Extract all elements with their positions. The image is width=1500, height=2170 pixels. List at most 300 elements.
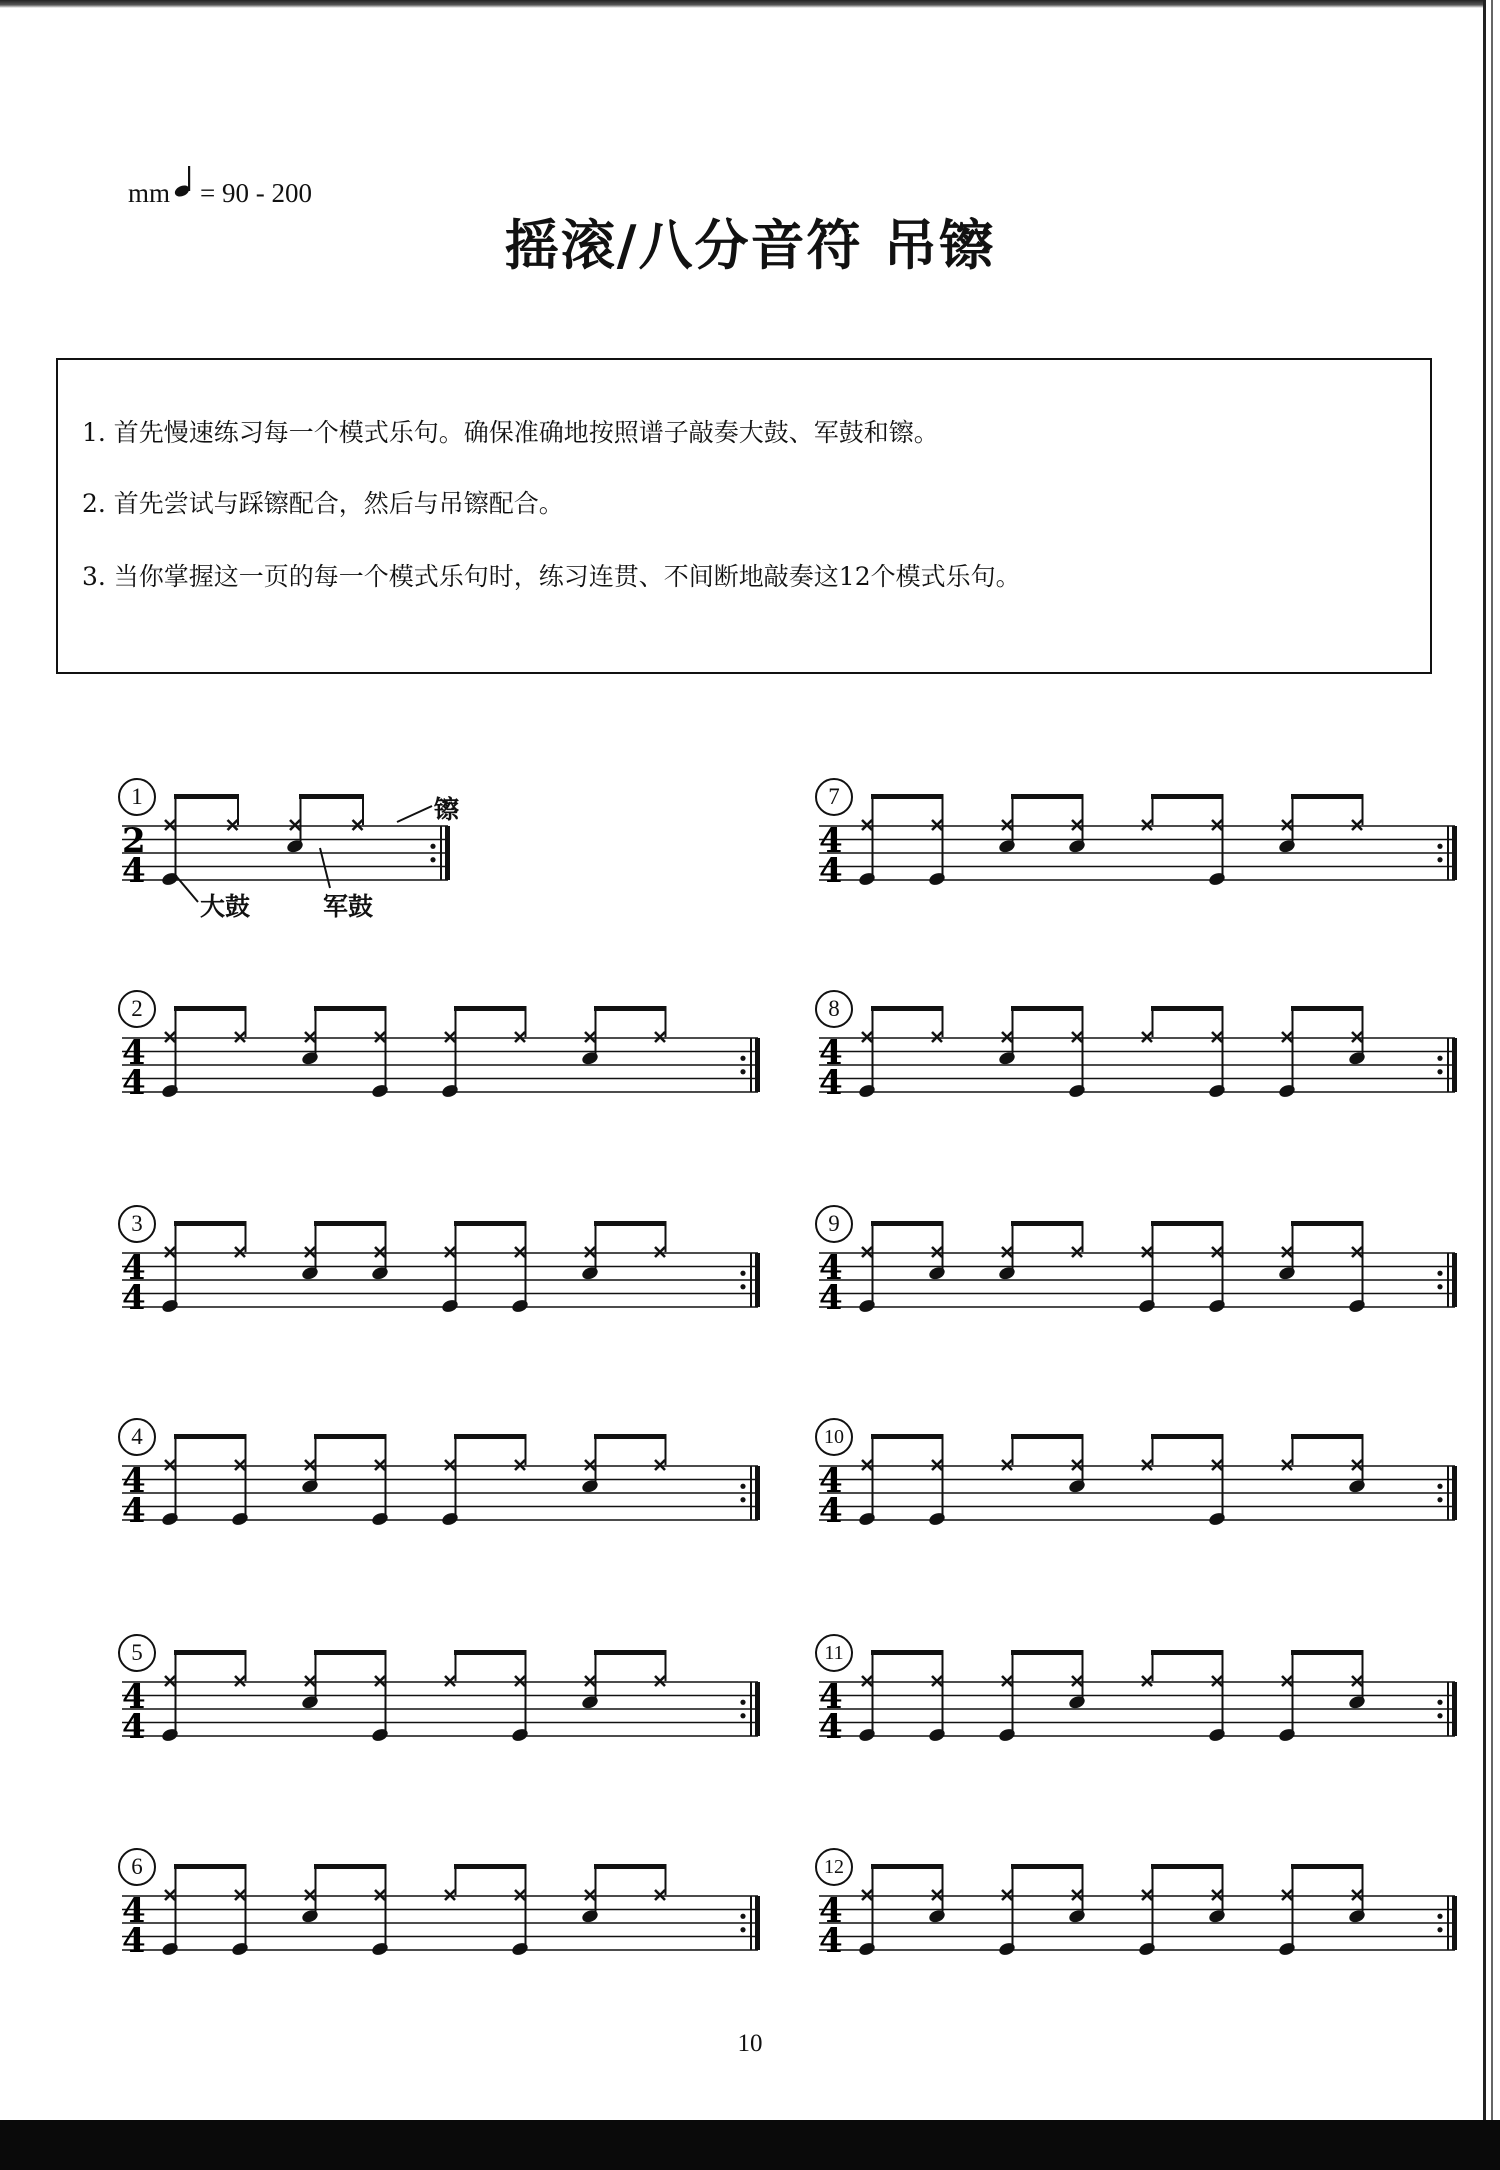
beam [1011, 1434, 1082, 1439]
drum-staff [815, 990, 1485, 1140]
time-signature-top: 4 [122, 1248, 146, 1288]
time-signature-bottom: 4 [122, 1707, 146, 1747]
cymbal-note [932, 1247, 942, 1257]
cymbal-note [585, 1032, 595, 1042]
cymbal-note [1282, 1460, 1292, 1470]
bass-drum-note [1208, 1083, 1227, 1099]
bass-drum-note [441, 1298, 460, 1314]
bass-drum-note [371, 1083, 390, 1099]
drum-pattern-8 [815, 990, 1485, 1140]
repeat-dot [1437, 844, 1442, 849]
beam [174, 1864, 245, 1869]
cymbal-note [862, 820, 872, 830]
repeat-dot [1437, 1284, 1442, 1289]
bass-drum-note [1348, 1298, 1367, 1314]
cymbal-note [1212, 820, 1222, 830]
bass-drum-note [161, 1941, 180, 1957]
bass-drum-note [511, 1298, 530, 1314]
cymbal-note [445, 1890, 455, 1900]
time-signature-top: 4 [819, 821, 843, 861]
drum-pattern-10 [815, 1418, 1485, 1568]
snare-note [301, 1908, 320, 1924]
pattern-number: 1 [118, 778, 156, 816]
snare-note [1348, 1908, 1367, 1924]
cymbal-note [862, 1676, 872, 1686]
pattern-number: 6 [118, 1848, 156, 1886]
snare-note [1068, 838, 1087, 854]
barline-thick [1452, 1038, 1457, 1092]
cymbal-note [1352, 1890, 1362, 1900]
time-signature-bottom: 4 [819, 1491, 843, 1531]
snare-note [998, 838, 1017, 854]
bass-drum-note [371, 1727, 390, 1743]
snare-note [286, 838, 305, 854]
cymbal-note [165, 1460, 175, 1470]
time-signature-bottom: 4 [122, 851, 146, 891]
cymbal-note [228, 820, 238, 830]
bass-drum-note [858, 1083, 877, 1099]
drum-pattern-1 [118, 778, 478, 928]
time-signature-top: 4 [819, 1677, 843, 1717]
snare-note [1348, 1694, 1367, 1710]
beam [1151, 794, 1222, 799]
snare-note [928, 1265, 947, 1281]
cymbal-note [1282, 1890, 1292, 1900]
cymbal-note [235, 1460, 245, 1470]
snare-note [1348, 1050, 1367, 1066]
cymbal-note [1282, 1032, 1292, 1042]
beam [594, 1650, 665, 1655]
time-signature-bottom: 4 [122, 1491, 146, 1531]
cymbal-note [305, 1247, 315, 1257]
beam [314, 1221, 385, 1226]
cymbal-note [862, 1247, 872, 1257]
time-signature-top: 4 [122, 1677, 146, 1717]
repeat-dot [1437, 1069, 1442, 1074]
beam [1151, 1006, 1222, 1011]
beam [1291, 1434, 1362, 1439]
beam [871, 1434, 942, 1439]
cymbal-note [1072, 1676, 1082, 1686]
repeat-dot [1437, 1700, 1442, 1705]
snare-note [998, 1265, 1017, 1281]
beam [1291, 1650, 1362, 1655]
bass-drum-note [511, 1941, 530, 1957]
time-signature-top: 4 [819, 1033, 843, 1073]
beam [174, 1006, 245, 1011]
cymbal-note [1002, 1890, 1012, 1900]
bass-drum-note [928, 871, 947, 887]
snare-note [301, 1694, 320, 1710]
drum-staff [815, 1634, 1485, 1784]
cymbal-note [235, 1890, 245, 1900]
cymbal-note [1142, 1890, 1152, 1900]
drum-staff [815, 778, 1485, 928]
repeat-dot [740, 1484, 745, 1489]
cymbal-note [165, 1032, 175, 1042]
repeat-dot [1437, 1271, 1442, 1276]
beam [1151, 1434, 1222, 1439]
beam [454, 1434, 525, 1439]
repeat-dot [740, 1056, 745, 1061]
cymbal-note [375, 1460, 385, 1470]
repeat-dot [740, 1069, 745, 1074]
barline-thick [755, 1038, 760, 1092]
beam [871, 794, 942, 799]
bass-drum-note [858, 1511, 877, 1527]
cymbal-note [235, 1247, 245, 1257]
time-signature-bottom: 4 [819, 1921, 843, 1961]
bass-drum-note [998, 1941, 1017, 1957]
beam [1011, 1006, 1082, 1011]
time-signature-bottom: 4 [122, 1063, 146, 1103]
drum-pattern-12 [815, 1848, 1485, 1998]
instruction-2: 2. 首先尝试与踩镲配合，然后与吊镲配合。 [82, 489, 564, 518]
beam [1291, 1221, 1362, 1226]
bass-drum-note [511, 1727, 530, 1743]
time-signature-top: 4 [819, 1461, 843, 1501]
cymbal-note [1002, 1247, 1012, 1257]
drum-staff [815, 1205, 1485, 1355]
pattern-number: 11 [815, 1634, 853, 1672]
cymbal-note [515, 1676, 525, 1686]
bass-drum-note [231, 1941, 250, 1957]
bass-drum-note [928, 1727, 947, 1743]
repeat-dot [1437, 1056, 1442, 1061]
barline-thick [1452, 1466, 1457, 1520]
beam [871, 1864, 942, 1869]
snare-note [301, 1050, 320, 1066]
cymbal-note [1352, 1247, 1362, 1257]
cymbal-note [353, 820, 363, 830]
beam [454, 1006, 525, 1011]
bass-drum-note [998, 1727, 1017, 1743]
repeat-dot [1437, 1927, 1442, 1932]
snare-note [998, 1050, 1017, 1066]
repeat-dot [740, 1271, 745, 1276]
cymbal-note [862, 1032, 872, 1042]
bass-drum-note [858, 1298, 877, 1314]
repeat-dot [430, 857, 435, 862]
cymbal-note [1352, 820, 1362, 830]
snare-note [301, 1478, 320, 1494]
repeat-dot [740, 1713, 745, 1718]
drum-pattern-7 [815, 778, 1485, 928]
cymbal-note [1002, 1460, 1012, 1470]
time-signature-bottom: 4 [819, 1278, 843, 1318]
beam [454, 1221, 525, 1226]
beam [299, 794, 363, 799]
snare-note [1278, 1265, 1297, 1281]
bass-drum-note [161, 1083, 180, 1099]
tempo-value: = 90 - 200 [200, 178, 312, 208]
bass-drum-note [441, 1083, 460, 1099]
pattern-number: 7 [815, 778, 853, 816]
snare-note [1348, 1478, 1367, 1494]
page-title: 摇滚/八分音符 吊镲 [504, 214, 996, 277]
bass-drum-note [858, 1941, 877, 1957]
beam [1291, 1006, 1362, 1011]
cymbal-note [305, 1460, 315, 1470]
beam [454, 1864, 525, 1869]
beam [174, 1221, 245, 1226]
barline-thick [445, 826, 450, 880]
time-signature-top: 4 [819, 1891, 843, 1931]
beam [871, 1650, 942, 1655]
cymbal-note [165, 820, 175, 830]
time-signature-bottom: 4 [122, 1278, 146, 1318]
beam [1151, 1221, 1222, 1226]
beam [594, 1221, 665, 1226]
bass-drum-label: 大鼓 [200, 892, 251, 921]
page-number: 10 [737, 2030, 763, 2057]
repeat-dot [740, 1700, 745, 1705]
cymbal-note [1002, 1676, 1012, 1686]
cymbal-note [655, 1247, 665, 1257]
instruction-1: 1. 首先慢速练习每一个模式乐句。确保准确地按照谱子敲奏大鼓、军鼓和镲。 [82, 418, 939, 447]
cymbal-note [515, 1890, 525, 1900]
barline-thick [1452, 826, 1457, 880]
cymbal-note [375, 1676, 385, 1686]
cymbal-note [655, 1676, 665, 1686]
cymbal-note [1142, 820, 1152, 830]
cymbal-note [1072, 1890, 1082, 1900]
barline-thick [755, 1896, 760, 1950]
drum-pattern-11 [815, 1634, 1485, 1784]
drum-pattern-5 [118, 1634, 788, 1784]
snare-note [1278, 838, 1297, 854]
tempo-prefix: mm [128, 178, 171, 208]
drum-staff [815, 1848, 1485, 1998]
drum-staff [815, 1418, 1485, 1568]
scan-edge-right [1483, 0, 1500, 2120]
scan-edge-bottom [0, 2120, 1500, 2170]
cymbal-note [932, 1460, 942, 1470]
beam [594, 1434, 665, 1439]
cymbal-note [165, 1676, 175, 1686]
cymbal-note [1282, 820, 1292, 830]
cymbal-note [862, 1890, 872, 1900]
cymbal-note [1212, 1460, 1222, 1470]
bass-drum-note [1138, 1298, 1157, 1314]
cymbal-note [932, 1032, 942, 1042]
cymbal-note [445, 1460, 455, 1470]
cymbal-note [1072, 1032, 1082, 1042]
cymbal-note [1072, 1247, 1082, 1257]
cymbal-note [1212, 1032, 1222, 1042]
cymbal-note [585, 1460, 595, 1470]
bass-drum-note [161, 1298, 180, 1314]
beam [174, 1434, 245, 1439]
repeat-dot [740, 1927, 745, 1932]
barline-thick [1452, 1253, 1457, 1307]
cymbal-note [1142, 1247, 1152, 1257]
pattern-number: 3 [118, 1205, 156, 1243]
beam [174, 794, 238, 799]
scan-edge-top [0, 0, 1500, 8]
beam [1291, 794, 1362, 799]
cymbal-note [655, 1032, 665, 1042]
bass-drum-note [1138, 1941, 1157, 1957]
beam [1291, 1864, 1362, 1869]
cymbal-note [445, 1676, 455, 1686]
cymbal-note [655, 1460, 665, 1470]
beam [594, 1006, 665, 1011]
snare-note [928, 1908, 947, 1924]
beam [871, 1221, 942, 1226]
time-signature-top: 2 [122, 821, 146, 861]
pattern-number: 5 [118, 1634, 156, 1672]
cymbal-note [235, 1676, 245, 1686]
beam [314, 1650, 385, 1655]
repeat-dot [1437, 1914, 1442, 1919]
beam [174, 1650, 245, 1655]
bass-drum-note [161, 1511, 180, 1527]
bass-drum-note [1278, 1727, 1297, 1743]
repeat-dot [740, 1914, 745, 1919]
quarter-note-icon [174, 170, 196, 202]
snare-label: 军鼓 [323, 892, 374, 921]
cymbal-note [585, 1247, 595, 1257]
cymbal-note [1002, 1032, 1012, 1042]
cymbal-note [165, 1890, 175, 1900]
bass-drum-note [161, 1727, 180, 1743]
bass-drum-note [1278, 1083, 1297, 1099]
cymbal-note [445, 1032, 455, 1042]
bass-drum-note [1208, 1727, 1227, 1743]
bass-drum-note [1208, 1298, 1227, 1314]
pattern-number: 12 [815, 1848, 853, 1886]
cymbal-note [1072, 820, 1082, 830]
cymbal-note [515, 1460, 525, 1470]
cymbal-note [1352, 1460, 1362, 1470]
cymbal-note [1212, 1247, 1222, 1257]
beam [1011, 1864, 1082, 1869]
snare-note [581, 1265, 600, 1281]
beam [871, 1006, 942, 1011]
snare-note [581, 1478, 600, 1494]
cymbal-note [305, 1676, 315, 1686]
bass-drum-note [858, 1727, 877, 1743]
cymbal-note [235, 1032, 245, 1042]
time-signature-bottom: 4 [819, 1707, 843, 1747]
bass-drum-note [371, 1941, 390, 1957]
time-signature-bottom: 4 [122, 1921, 146, 1961]
time-signature-top: 4 [122, 1461, 146, 1501]
pattern-number: 2 [118, 990, 156, 1028]
drum-pattern-2 [118, 990, 788, 1140]
cymbal-note [375, 1032, 385, 1042]
bass-drum-note [371, 1511, 390, 1527]
cymbal-note [585, 1676, 595, 1686]
barline-thick [1452, 1896, 1457, 1950]
cymbal-note [375, 1247, 385, 1257]
drum-staff [118, 1634, 788, 1784]
barline-thick [755, 1466, 760, 1520]
snare-note [301, 1265, 320, 1281]
time-signature-top: 4 [122, 1891, 146, 1931]
repeat-dot [740, 1497, 745, 1502]
drum-staff [118, 1848, 788, 1998]
time-signature-top: 4 [122, 1033, 146, 1073]
bass-drum-note [441, 1511, 460, 1527]
pattern-number: 4 [118, 1418, 156, 1456]
snare-note [1208, 1908, 1227, 1924]
cymbal-note [1142, 1676, 1152, 1686]
repeat-dot [1437, 857, 1442, 862]
beam [314, 1434, 385, 1439]
repeat-dot [740, 1284, 745, 1289]
cymbal-note [515, 1247, 525, 1257]
bass-drum-note [858, 871, 877, 887]
drum-pattern-6 [118, 1848, 788, 1998]
cymbal-note [375, 1890, 385, 1900]
drum-staff [118, 990, 788, 1140]
cymbal-note [1282, 1247, 1292, 1257]
time-signature-bottom: 4 [819, 851, 843, 891]
snare-note [581, 1050, 600, 1066]
cymbal-note [1142, 1460, 1152, 1470]
cymbal-note [1002, 820, 1012, 830]
cymbal-note [290, 820, 300, 830]
repeat-dot [430, 844, 435, 849]
cymbal-note [1282, 1676, 1292, 1686]
cymbal-note [1212, 1676, 1222, 1686]
instruction-3: 3. 当你掌握这一页的每一个模式乐句时，练习连贯、不间断地敲奏这12个模式乐句。 [82, 562, 1021, 591]
drum-pattern-9 [815, 1205, 1485, 1355]
cymbal-note [445, 1247, 455, 1257]
barline-thick [1452, 1682, 1457, 1736]
cymbal-note [932, 1890, 942, 1900]
drum-staff [118, 778, 478, 928]
bass-drum-note [231, 1511, 250, 1527]
barline-thick [755, 1253, 760, 1307]
repeat-dot [1437, 1713, 1442, 1718]
drum-staff [118, 1418, 788, 1568]
cymbal-note [165, 1247, 175, 1257]
drum-pattern-4 [118, 1418, 788, 1568]
cymbal-label: 镲 [434, 795, 460, 824]
cymbal-note [932, 820, 942, 830]
bass-drum-note [1208, 1511, 1227, 1527]
beam [314, 1864, 385, 1869]
snare-note [1068, 1694, 1087, 1710]
cymbal-note [655, 1890, 665, 1900]
time-signature-top: 4 [819, 1248, 843, 1288]
snare-note [1068, 1908, 1087, 1924]
beam [1011, 794, 1082, 799]
cymbal-note [1212, 1890, 1222, 1900]
snare-note [1068, 1478, 1087, 1494]
snare-note [581, 1908, 600, 1924]
beam [1151, 1650, 1222, 1655]
cymbal-note [1352, 1676, 1362, 1686]
cymbal-note [1072, 1460, 1082, 1470]
bass-drum-note [161, 871, 180, 887]
bass-drum-note [1278, 1941, 1297, 1957]
cymbal-note [585, 1890, 595, 1900]
time-signature-bottom: 4 [819, 1063, 843, 1103]
cymbal-note [1142, 1032, 1152, 1042]
cymbal-note [305, 1890, 315, 1900]
cymbal-note [1352, 1032, 1362, 1042]
cymbal-note [515, 1032, 525, 1042]
bass-drum-note [1068, 1083, 1087, 1099]
cymbal-note [932, 1676, 942, 1686]
beam [314, 1006, 385, 1011]
cymbal-note [862, 1460, 872, 1470]
beam [1151, 1864, 1222, 1869]
